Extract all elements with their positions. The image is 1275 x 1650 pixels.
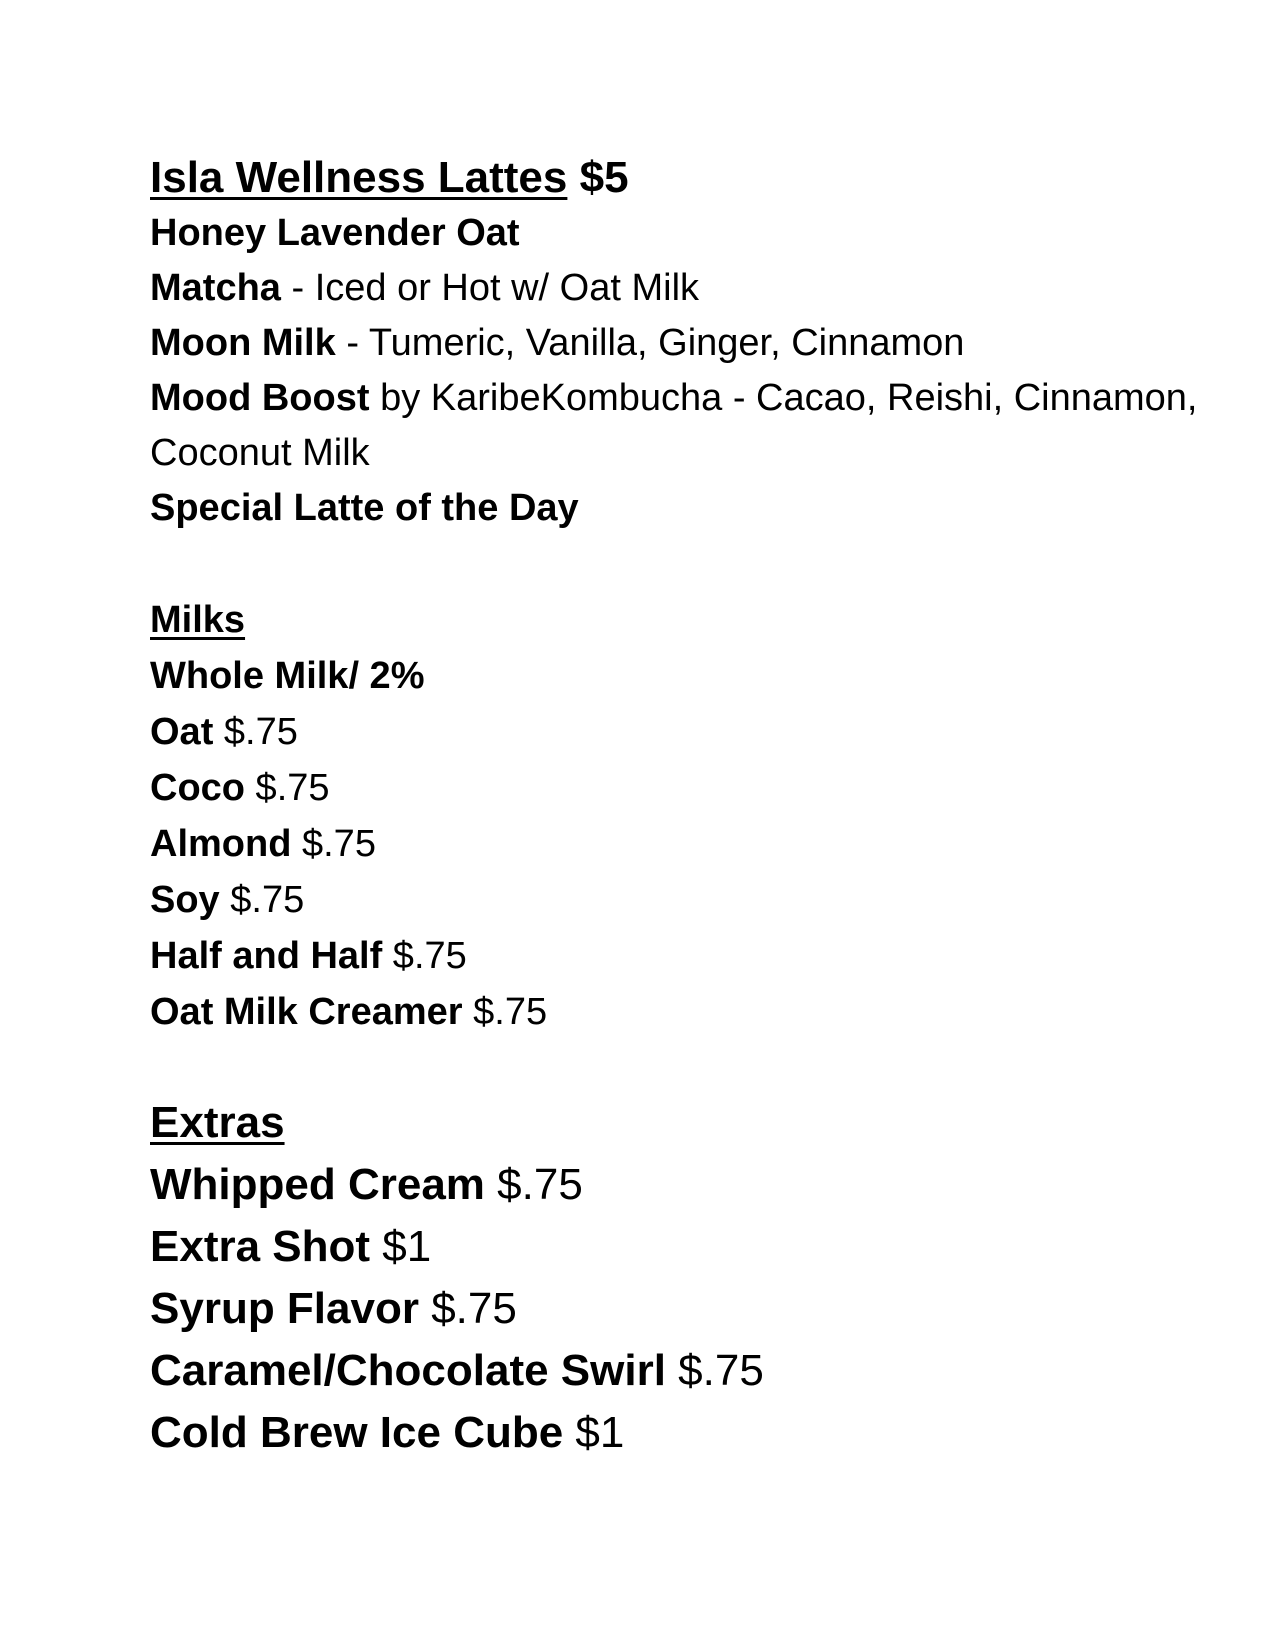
milk-price: $.75: [462, 991, 548, 1033]
extra-price: $.75: [665, 1346, 764, 1395]
milk-item: [150, 704, 1230, 760]
milk-item: [150, 648, 1230, 704]
extra-name: Cold Brew Ice Cube: [150, 1408, 564, 1457]
extras-heading: Extras: [150, 1098, 285, 1147]
milk-price: $.75: [245, 767, 330, 809]
latte-item: [150, 261, 1230, 316]
extra-price: $1: [563, 1408, 625, 1457]
milk-item: [150, 928, 1230, 984]
latte-detail: by KaribeKombucha - Cacao, Reishi, Cinnamon, Coconut Milk: [150, 377, 1198, 474]
milk-name: Oat Milk Creamer: [150, 991, 463, 1033]
milk-price: $.75: [291, 823, 376, 865]
milks-section: [150, 592, 1230, 1040]
latte-name: Mood Boost: [150, 377, 370, 419]
milks-heading: Milks: [150, 599, 246, 641]
latte-item: [150, 206, 1230, 261]
milk-item: [150, 984, 1230, 1040]
milk-price: $.75: [382, 935, 467, 977]
milk-item: [150, 760, 1230, 816]
lattes-heading: Isla Wellness Lattes: [150, 153, 568, 202]
lattes-price: $5: [579, 153, 629, 202]
extra-item: [150, 1340, 1230, 1402]
extra-item: [150, 1278, 1230, 1340]
lattes-section: [150, 150, 1230, 536]
latte-detail: - Tumeric, Vanilla, Ginger, Cinnamon: [335, 322, 965, 364]
milk-name: Half and Half: [150, 935, 383, 977]
latte-name: Matcha: [150, 267, 281, 309]
milk-price: $.75: [213, 711, 298, 753]
latte-name: Moon Milk: [150, 322, 336, 364]
extra-price: $1: [370, 1222, 432, 1271]
latte-name: Honey Lavender Oat: [150, 212, 520, 254]
extra-name: Caramel/Chocolate Swirl: [150, 1346, 666, 1395]
extra-price: $.75: [484, 1160, 583, 1209]
latte-name: Special Latte of the Day: [150, 487, 579, 529]
extras-heading-line: [150, 1092, 1230, 1154]
extra-name: Extra Shot: [150, 1222, 371, 1271]
latte-detail: - Iced or Hot w/ Oat Milk: [280, 267, 700, 309]
milk-name: Oat: [150, 711, 214, 753]
lattes-heading-line: [150, 150, 1230, 206]
extra-item: [150, 1402, 1230, 1464]
latte-item: [150, 481, 1230, 536]
extras-section: [150, 1092, 1230, 1464]
latte-item: [150, 316, 1230, 371]
extra-item: [150, 1216, 1230, 1278]
menu-page: [150, 150, 1230, 1464]
latte-item: [150, 371, 1230, 481]
extra-name: Syrup Flavor: [150, 1284, 419, 1333]
extra-price: $.75: [418, 1284, 517, 1333]
milk-item: [150, 872, 1230, 928]
extra-name: Whipped Cream: [150, 1160, 485, 1209]
milk-name: Whole Milk/ 2%: [150, 655, 425, 697]
milks-heading-line: [150, 592, 1230, 648]
milk-item: [150, 816, 1230, 872]
extra-item: [150, 1154, 1230, 1216]
milk-name: Coco: [150, 767, 245, 809]
milk-name: Soy: [150, 879, 220, 921]
milk-name: Almond: [150, 823, 292, 865]
milk-price: $.75: [219, 879, 305, 921]
